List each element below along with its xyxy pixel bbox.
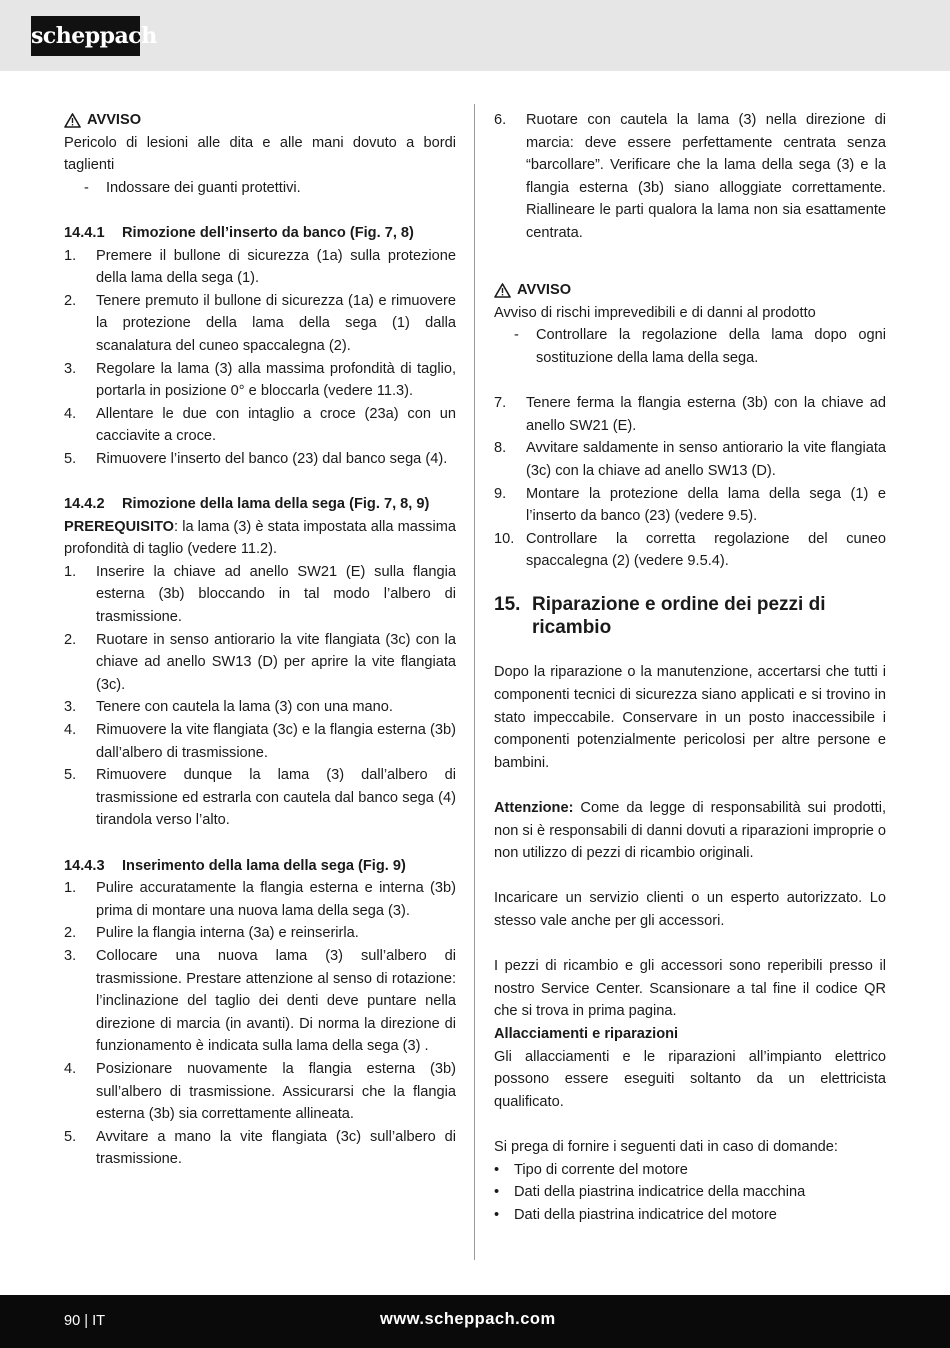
list-item: [64, 403, 456, 448]
list-number: 4.: [64, 1060, 77, 1077]
section-heading-14-4-1: 14.4.1 Rimozione dell’inserto da banco (Fig. 7, 8): [64, 224, 414, 241]
step-list-14-4-3: [64, 877, 456, 1171]
list-number: 5.: [64, 767, 77, 784]
list-number: 4.: [64, 405, 77, 422]
bullet-icon: •: [494, 1206, 500, 1223]
list-number: 5.: [64, 1128, 77, 1145]
list-item: [64, 922, 456, 945]
warning-heading: [494, 279, 886, 302]
list-item: [64, 629, 456, 697]
left-column: [64, 109, 456, 1171]
list-text: Rimuovere la vite flangiata (3c) e la flangia esterna (3b) dall’albero di trasmissione.: [96, 722, 456, 761]
step-list-14-4-1: [64, 245, 456, 471]
brand-logo: scheppach: [31, 16, 140, 56]
list-number: 1.: [64, 563, 77, 580]
list-number: 3.: [64, 947, 77, 964]
list-number: 9.: [494, 485, 507, 502]
list-number: 3.: [64, 360, 77, 377]
column-divider: [474, 104, 475, 1260]
list-item: [64, 696, 456, 719]
list-text: Allentare le due con intaglio a croce (23a) con un cacciavite a croce.: [96, 405, 456, 445]
warning-text: Avviso di rischi imprevedibili e di danni al prodotto: [494, 304, 816, 321]
list-item: 6. Ruotare con cautela la lama (3) nella direzione di marcia: deve essere perfettamente centrata senza “barcollare”. Verificare che la lama della sega (3) e la flangia esterna (3b) siano alloggiate correttamente. Riallineare le parti qualora la lama non sia esattamente centrata.: [494, 112, 886, 241]
list-text: Avvitare a mano la vite flangiata (3c) sull’albero di trasmissione.: [96, 1128, 456, 1168]
list-text: Montare la protezione della lama della sega (1) e l’inserto da banco (23) (vedere 9.5).: [526, 485, 886, 525]
list-text: Rimuovere dunque la lama (3) dall’albero di trasmissione ed estrarla con cautela dal banco sega (4) tirandola verso l’alto.: [96, 767, 456, 829]
step-list-7-10: [494, 392, 886, 573]
bullet-item: [494, 1181, 886, 1204]
list-item: [494, 483, 886, 528]
attention-paragraph: Attenzione: Come da legge di responsabilità sui prodotti, non si è responsabili di danni dovuti a riparazioni improprie o non utilizzo di pezzi di ricambio originali.: [494, 800, 886, 862]
footer-band: [0, 1295, 950, 1348]
list-number: 1.: [64, 880, 77, 897]
warning-heading: [64, 109, 456, 132]
bullet-text: Dati della piastrina indicatrice del motore: [514, 1206, 777, 1223]
warning-text: Pericolo di lesioni alle dita e alle mani dovuto a bordi taglienti: [64, 134, 456, 174]
list-text: Ruotare in senso antiorario la vite flangiata (3c) con la chiave ad anello SW13 (D) per aprire la vite flangiata (3c).: [96, 631, 456, 693]
list-item: [64, 245, 456, 290]
subheading: Allacciamenti e riparazioni: [494, 1025, 679, 1042]
list-item: [494, 528, 886, 573]
list-item: [494, 392, 886, 437]
list-item: [494, 437, 886, 482]
list-text: Collocare una nuova lama (3) sull’albero di trasmissione. Prestare attenzione al senso di rotazione: l’inclinazione del taglio dei denti deve puntare nella direzione di marcia (in avanti). Di norma la direzione di funzionamento è indicata sulla lama della sega (3) .: [96, 947, 456, 1055]
section-heading-15: 15. Riparazione e ordine dei pezzi di ricambio: [494, 593, 826, 638]
list-text: Tenere ferma la flangia esterna (3b) con la chiave ad anello SW21 (E).: [526, 395, 886, 434]
list-text: Inserire la chiave ad anello SW21 (E) sulla flangia esterna (3b) bloccando in tal modo l’albero di trasmissione.: [96, 563, 456, 626]
list-text: Controllare la corretta regolazione del cuneo spaccalegna (2) (vedere 9.5.4).: [526, 530, 886, 570]
list-item: [64, 448, 456, 471]
list-item: [64, 290, 456, 358]
list-number: 5.: [64, 450, 77, 467]
prerequisite: PREREQUISITO: la lama (3) è stata impostata alla massima profondità di taglio (vedere 11.2).: [64, 518, 456, 558]
list-number: 2.: [64, 925, 77, 942]
list-text: Premere il bullone di sicurezza (1a) sulla protezione della lama della sega (1).: [96, 247, 456, 287]
paragraph: Si prega di fornire i seguenti dati in caso di domande:: [494, 1138, 838, 1155]
list-text: Posizionare nuovamente la flangia esterna (3b) sull’albero di trasmissione. Assicurarsi che la flangia esterna (3b) sia correttamente allineata.: [96, 1060, 456, 1123]
bullet-text: Dati della piastrina indicatrice della macchina: [514, 1184, 806, 1201]
list-number: 1.: [64, 247, 77, 264]
page-number: 90 | IT: [64, 1313, 106, 1329]
list-number: 2.: [64, 292, 77, 309]
section-heading-14-4-3: 14.4.3 Inserimento della lama della sega (Fig. 9): [64, 857, 406, 874]
list-text: Rimuovere l’inserto del banco (23) dal banco sega (4).: [96, 450, 448, 467]
list-number: 10.: [494, 530, 515, 547]
right-column: [494, 109, 886, 1226]
step-list-14-4-2: [64, 561, 456, 832]
list-text: Pulire la flangia interna (3a) e reinserirla.: [96, 925, 359, 942]
bullet-item: [494, 1159, 886, 1182]
bullet-item: [494, 1204, 886, 1227]
paragraph: Gli allacciamenti e le riparazioni all’impianto elettrico possono essere eseguiti soltanto da un elettricista qualificato.: [494, 1048, 886, 1110]
bullet-icon: •: [494, 1161, 500, 1178]
list-number: 3.: [64, 699, 77, 716]
section-heading-14-4-2: 14.4.2 Rimozione della lama della sega (Fig. 7, 8, 9): [64, 496, 430, 513]
warning-title: AVVISO: [87, 112, 142, 128]
warning-triangle-icon: [64, 113, 81, 128]
list-number: 7.: [494, 395, 507, 412]
warning-triangle-icon: [494, 283, 511, 298]
bullet-icon: •: [494, 1184, 500, 1201]
bullet-list: [494, 1159, 886, 1227]
list-item: [64, 1058, 456, 1126]
list-number: 8.: [494, 440, 507, 457]
list-item: [64, 561, 456, 629]
list-item: [64, 358, 456, 403]
list-text: Avvitare saldamente in senso antiorario la vite flangiata (3c) con la chiave ad anello SW13 (D).: [526, 440, 886, 479]
list-number: 2.: [64, 631, 77, 648]
paragraph: I pezzi di ricambio e gli accessori sono reperibili presso il nostro Service Center. Scansionare a tal fine il codice QR che si trova in prima pagina.: [494, 958, 886, 1020]
website-link[interactable]: www.scheppach.com: [380, 1310, 556, 1328]
list-number: 4.: [64, 722, 77, 739]
list-item: [64, 719, 456, 764]
list-item: [64, 1126, 456, 1171]
list-text: Pulire accuratamente la flangia esterna e interna (3b) prima di montare una nuova lama della sega (3).: [96, 880, 456, 919]
list-text: Regolare la lama (3) alla massima profondità di taglio, portarla in posizione 0° e bloccarla (vedere 11.3).: [96, 360, 456, 400]
warning-title: AVVISO: [517, 282, 572, 299]
paragraph: Dopo la riparazione o la manutenzione, accertarsi che tutti i componenti tecnici di sicurezza siano applicati e si trovino in stato impeccabile. Conservare in un posto inaccessibile i componenti potenzialmente pericolosi per altre persone e bambini.: [494, 664, 886, 771]
paragraph: Incaricare un servizio clienti o un esperto autorizzato. Lo stesso vale anche per gli accessori.: [494, 890, 886, 929]
list-item: [64, 877, 456, 922]
warning-dash-item: - Controllare la regolazione della lama dopo ogni sostituzione della lama della sega.: [514, 327, 886, 366]
list-item: [64, 945, 456, 1058]
list-text: Tenere premuto il bullone di sicurezza (1a) e rimuovere la protezione della lama della sega (1) dalla scanalatura del cuneo spaccalegna (2).: [96, 292, 456, 354]
warning-dash-item: - Indossare dei guanti protettivi.: [84, 179, 301, 196]
list-text: Tenere con cautela la lama (3) con una mano.: [96, 699, 393, 716]
bullet-text: Tipo di corrente del motore: [514, 1161, 688, 1178]
list-item: [64, 764, 456, 832]
